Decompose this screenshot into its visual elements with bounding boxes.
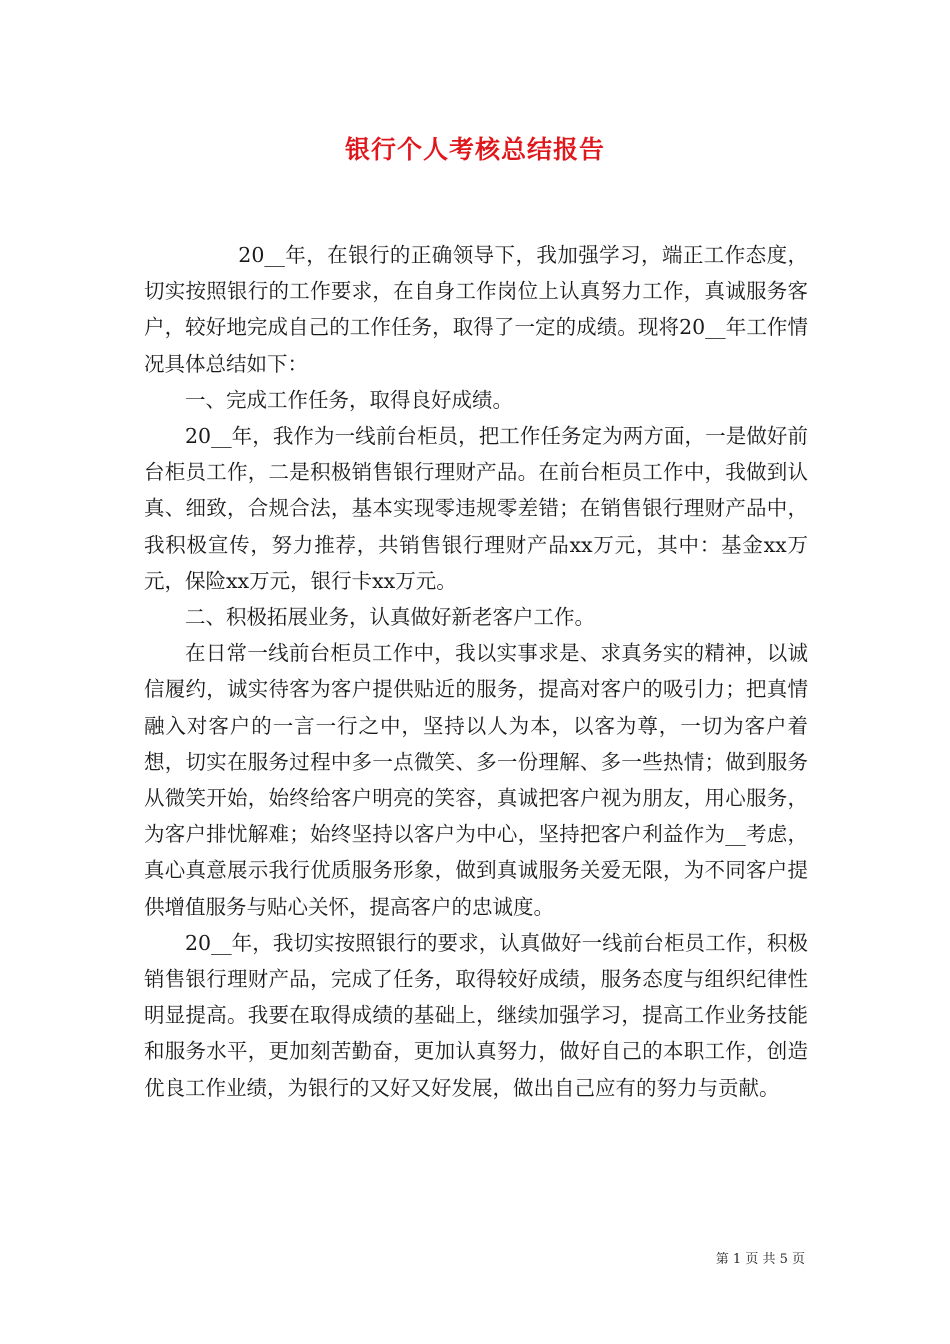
- paragraph-intro: 20__年，在银行的正确领导下，我加强学习，端正工作态度，切实按照银行的工作要求，在自身工作岗位上认真努力工作，真诚服务客户，较好地完成自己的工作任务，取得了一定的成绩。现将20__年工作情况具体总结如下：: [144, 243, 808, 376]
- document-title: 银行个人考核总结报告: [344, 135, 605, 164]
- document-body: [144, 237, 808, 1106]
- section-heading-1: 一、完成工作任务，取得良好成绩。: [185, 387, 513, 412]
- section-heading-2: 二、积极拓展业务，认真做好新老客户工作。: [185, 605, 595, 630]
- page-number: 第 1 页 共 5 页: [715, 1252, 805, 1267]
- paragraph-section-2: 在日常一线前台柜员工作中，我以实事求是、求真务实的精神，以诚信履约，诚实待客为客户提供贴近的服务，提高对客户的吸引力；把真情融入对客户的一言一行之中，坚持以人为本，以客为尊，一切为客户着想，切实在服务过程中多一点微笑、多一份理解、多一些热情；做到服务从微笑开始，始终给客户明亮的笑容，真诚把客户视为朋友，用心服务，为客户排忧解难；始终坚持以客户为中心，坚持把客户利益作为__考虑，真心真意展示我行优质服务形象，做到真诚服务关爱无限，为不同客户提供增值服务与贴心关怀，提高客户的忠诚度。: [144, 641, 808, 919]
- paragraph-section-1: 20__年，我作为一线前台柜员，把工作任务定为两方面，一是做好前台柜员工作，二是积极销售银行理财产品。在前台柜员工作中，我做到认真、细致，合规合法，基本实现零违规零差错；在销售银行理财产品中，我积极宣传，努力推荐，共销售银行理财产品xx万元，其中：基金xx万元，保险xx万元，银行卡xx万元。: [144, 424, 808, 593]
- paragraph-conclusion: 20__年，我切实按照银行的要求，认真做好一线前台柜员工作，积极销售银行理财产品，完成了任务，取得较好成绩，服务态度与组织纪律性明显提高。我要在取得成绩的基础上，继续加强学习，提高工作业务技能和服务水平，更加刻苦勤奋，更加认真努力，做好自己的本职工作，创造优良工作业绩，为银行的又好又好发展，做出自己应有的努力与贡献。: [144, 930, 808, 1100]
